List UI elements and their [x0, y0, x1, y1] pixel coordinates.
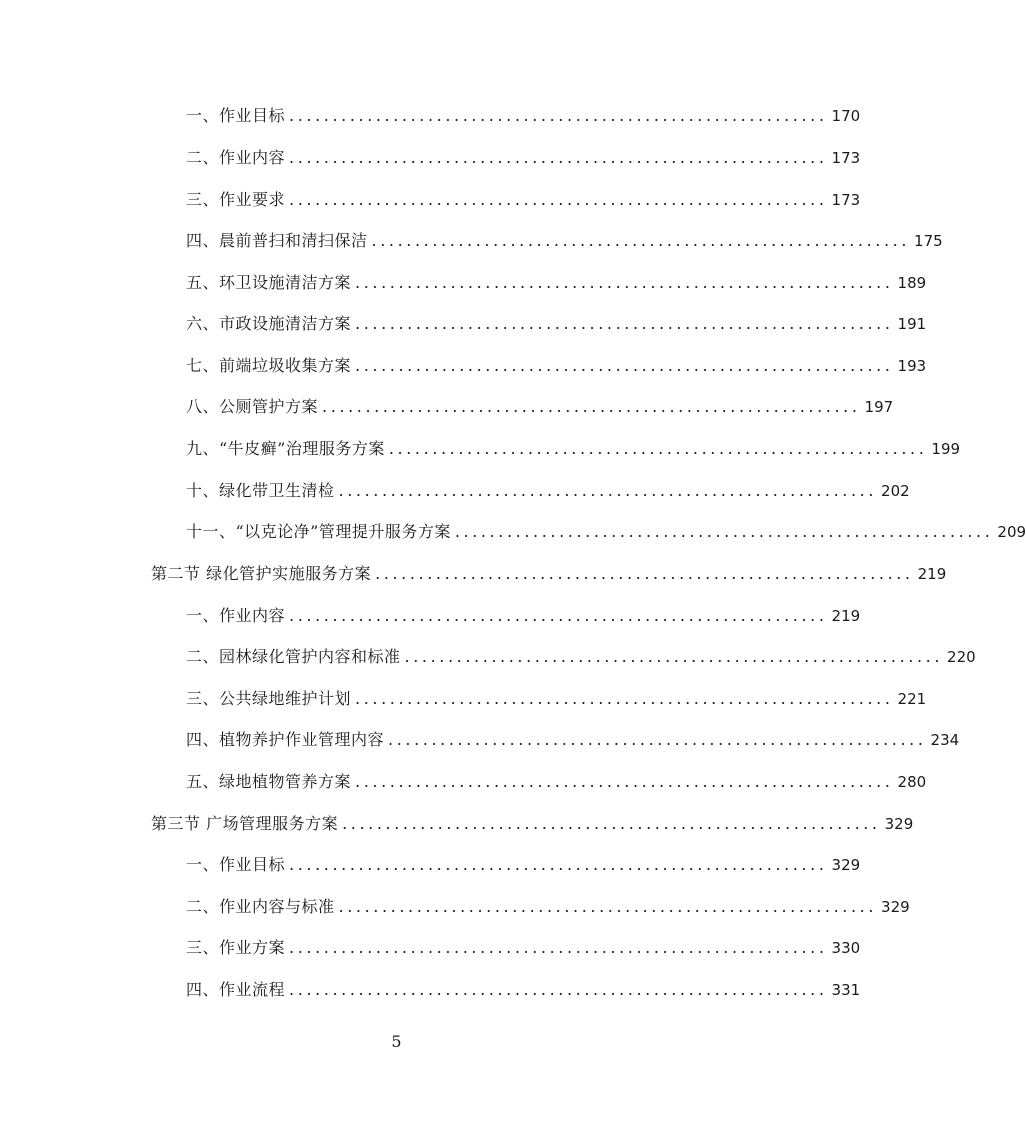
toc-entry[interactable]: [186, 104, 861, 128]
toc-leader-dots: ..............................................................: [342, 814, 881, 833]
toc-entry-page: 175: [914, 232, 943, 250]
toc-entry-title: 四、晨前普扫和清扫保洁: [186, 231, 368, 250]
toc-leader-dots: ..............................................................: [289, 190, 828, 209]
toc-section-entry[interactable]: [151, 562, 947, 586]
toc-entry[interactable]: [186, 188, 861, 212]
toc-entry-page: 329: [831, 856, 861, 874]
toc-entry[interactable]: [186, 770, 927, 794]
toc-entry-title: 二、园林绿化管护内容和标准: [186, 647, 401, 666]
toc-leader-dots: ..............................................................: [454, 522, 994, 541]
toc-entry-title: 五、环卫设施清洁方案: [186, 273, 352, 292]
toc-entry-page: 197: [864, 398, 894, 416]
toc-entry-title: 七、前端垃圾收集方案: [186, 356, 352, 375]
toc-entry[interactable]: [186, 437, 961, 461]
toc-entry-title: 三、公共绿地维护计划: [186, 689, 352, 708]
toc-leader-dots: ..............................................................: [388, 439, 928, 458]
toc-entry-title: 十、绿化带卫生清检: [186, 481, 335, 500]
toc-entry[interactable]: [186, 146, 861, 170]
toc-leader-dots: ..............................................................: [289, 855, 828, 874]
toc-leader-dots: ..............................................................: [404, 647, 944, 666]
toc-entry[interactable]: [186, 728, 960, 752]
toc-entry[interactable]: [186, 354, 927, 378]
toc-entry-page: 170: [831, 107, 861, 125]
toc-leader-dots: ..............................................................: [289, 606, 828, 625]
toc-leader-dots: ..............................................................: [355, 314, 894, 333]
toc-leader-dots: ..............................................................: [289, 148, 828, 167]
toc-leader-dots: ..............................................................: [338, 481, 878, 500]
toc-entry[interactable]: [186, 312, 927, 336]
toc-entry[interactable]: [186, 229, 943, 253]
toc-entry[interactable]: [186, 687, 927, 711]
toc-entry-page: 331: [831, 981, 861, 999]
page-number: 5: [391, 1032, 402, 1051]
toc-leader-dots: ..............................................................: [289, 938, 828, 957]
toc-leader-dots: ..............................................................: [371, 231, 911, 250]
toc-leader-dots: ..............................................................: [375, 564, 914, 583]
toc-entry-title: 一、作业内容: [186, 606, 286, 625]
toc-entry-page: 219: [831, 607, 861, 625]
toc-entry-page: 199: [931, 440, 961, 458]
toc-section-entry[interactable]: [151, 812, 914, 836]
toc-entry-title: 六、市政设施清洁方案: [186, 314, 352, 333]
toc-entry-page: 173: [831, 191, 861, 209]
toc-entry-page: 202: [881, 482, 910, 500]
toc-entry-title: 九、“牛皮癣”治理服务方案: [186, 439, 385, 458]
toc-leader-dots: ..............................................................: [289, 106, 828, 125]
toc-entry-title: 第三节 广场管理服务方案: [151, 814, 339, 833]
toc-leader-dots: ..............................................................: [355, 772, 894, 791]
toc-entry[interactable]: [186, 395, 894, 419]
toc-entry-title: 二、作业内容: [186, 148, 286, 167]
toc-entry-page: 234: [930, 731, 960, 749]
toc-leader-dots: ..............................................................: [388, 730, 927, 749]
toc-entry-page: 220: [947, 648, 976, 666]
toc-entry-page: 219: [917, 565, 947, 583]
toc-entry[interactable]: [186, 853, 861, 877]
toc-entry-page: 193: [897, 357, 927, 375]
toc-entry-title: 十一、“以克论净”管理提升服务方案: [186, 522, 451, 541]
toc-entry[interactable]: [186, 520, 1026, 544]
toc-entry-title: 一、作业目标: [186, 106, 286, 125]
toc-entry-page: 280: [897, 773, 927, 791]
toc-entry[interactable]: [186, 978, 861, 1002]
toc-entry[interactable]: [186, 645, 976, 669]
toc-entry-title: 二、作业内容与标准: [186, 897, 335, 916]
toc-entry[interactable]: [186, 895, 910, 919]
toc-leader-dots: ..............................................................: [322, 397, 861, 416]
toc-entry-page: 330: [831, 939, 861, 957]
toc-leader-dots: ..............................................................: [338, 897, 878, 916]
toc-entry-title: 三、作业方案: [186, 938, 286, 957]
toc-entry-page: 209: [997, 523, 1026, 541]
toc-entry-page: 189: [897, 274, 927, 292]
toc-entry-title: 八、公厕管护方案: [186, 397, 319, 416]
toc-entry[interactable]: [186, 604, 861, 628]
toc-entry-page: 221: [897, 690, 927, 708]
toc-entry[interactable]: [186, 479, 910, 503]
toc-entry-title: 一、作业目标: [186, 855, 286, 874]
toc-entry-page: 173: [831, 149, 861, 167]
toc-entry[interactable]: [186, 936, 861, 960]
toc-entry-page: 329: [884, 815, 914, 833]
toc-entry-page: 329: [881, 898, 910, 916]
toc-entry-title: 五、绿地植物管养方案: [186, 772, 352, 791]
toc-entry-page: 191: [897, 315, 927, 333]
toc-entry-title: 三、作业要求: [186, 190, 286, 209]
toc-leader-dots: ..............................................................: [289, 980, 828, 999]
toc-entry-title: 四、作业流程: [186, 980, 286, 999]
toc-entry-title: 第二节 绿化管护实施服务方案: [151, 564, 372, 583]
toc-leader-dots: ..............................................................: [355, 689, 894, 708]
toc-leader-dots: ..............................................................: [355, 273, 894, 292]
toc-leader-dots: ..............................................................: [355, 356, 894, 375]
toc-entry-title: 四、植物养护作业管理内容: [186, 730, 385, 749]
toc-entry[interactable]: [186, 271, 927, 295]
